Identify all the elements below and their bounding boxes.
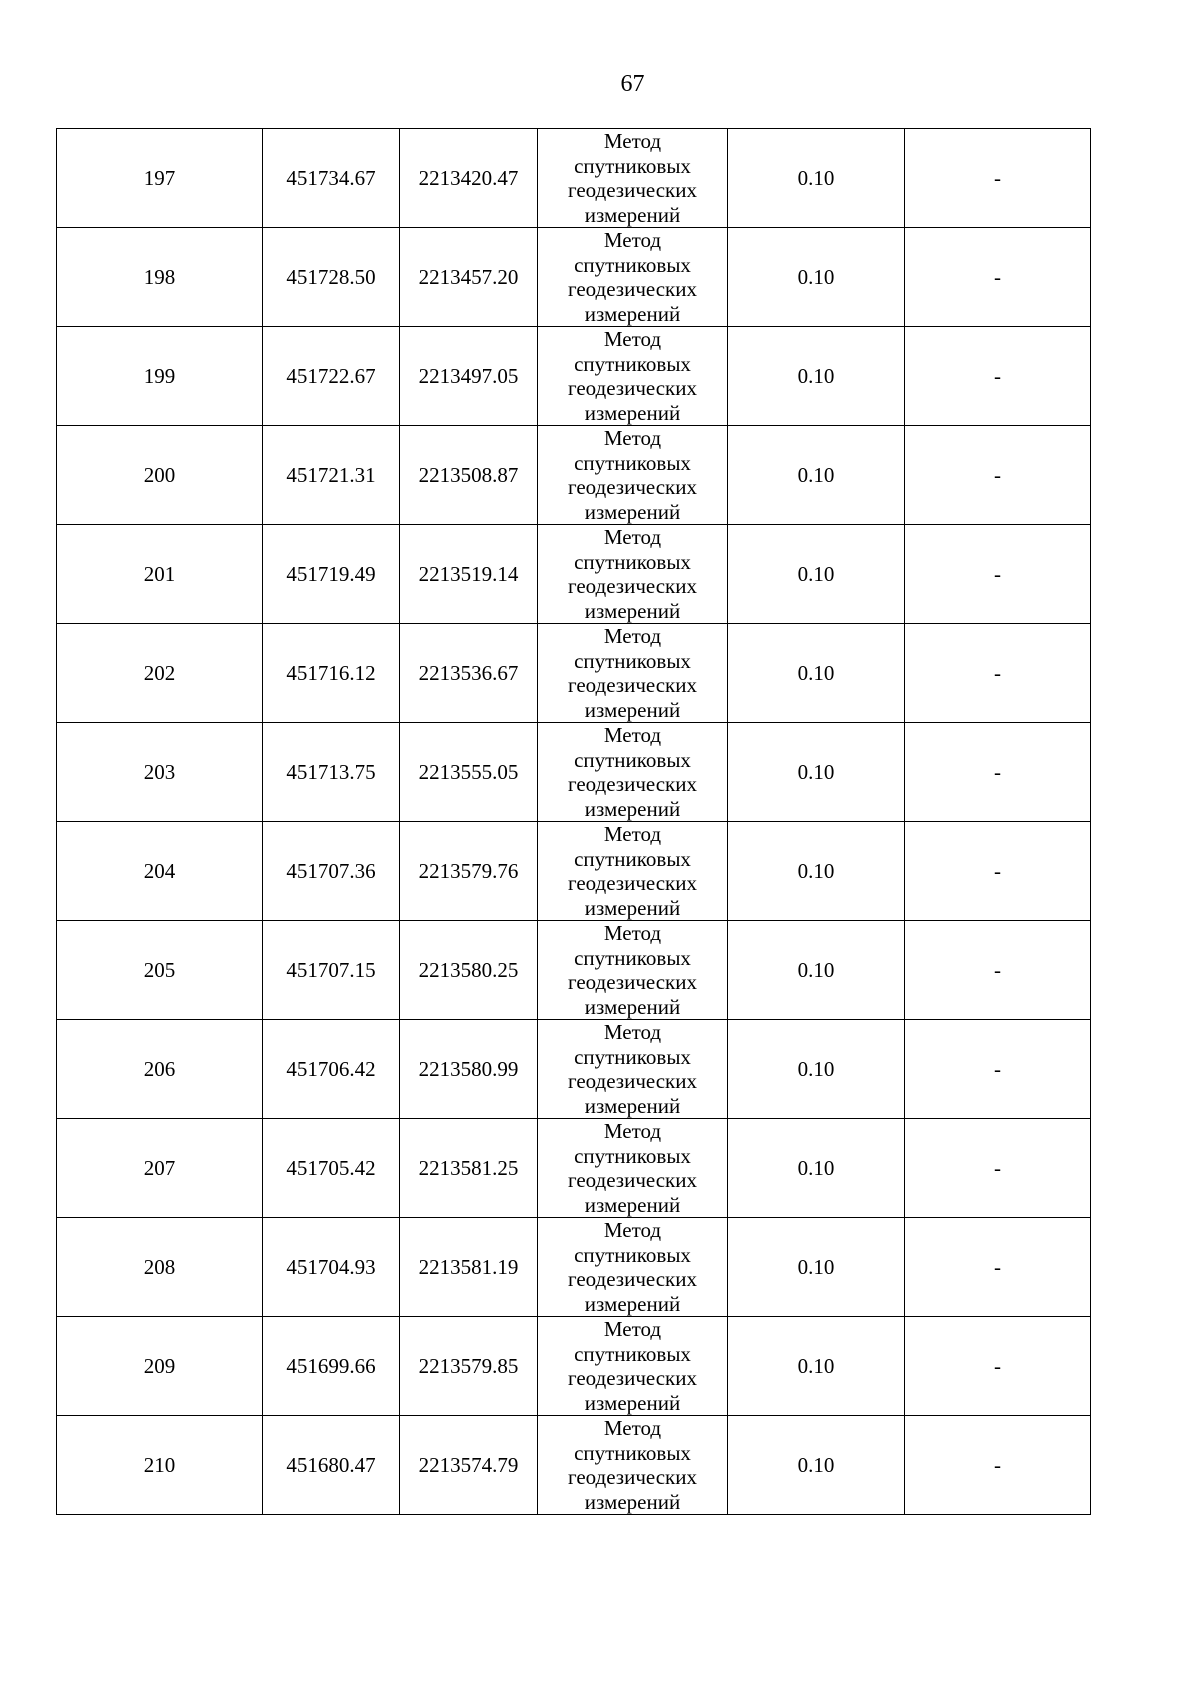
method-cell: [538, 228, 728, 327]
x-coordinate-cell: 451721.31: [263, 426, 400, 525]
accuracy-cell: 0.10: [728, 1119, 905, 1218]
method-cell: [538, 1317, 728, 1416]
y-coordinate-cell: 2213555.05: [400, 723, 538, 822]
accuracy-cell: 0.10: [728, 129, 905, 228]
method-text: Метод спутниковых геодезических измерений: [567, 1119, 697, 1217]
point-number-cell: 205: [57, 921, 263, 1020]
method-cell: [538, 129, 728, 228]
accuracy-cell: 0.10: [728, 822, 905, 921]
x-coordinate-cell: 451716.12: [263, 624, 400, 723]
note-cell: -: [905, 426, 1091, 525]
y-coordinate-cell: 2213574.79: [400, 1416, 538, 1515]
page-number: 67: [620, 71, 645, 97]
y-coordinate-cell: 2213519.14: [400, 525, 538, 624]
x-coordinate-cell: 451706.42: [263, 1020, 400, 1119]
point-number-cell: 199: [57, 327, 263, 426]
method-text: Метод спутниковых геодезических измерений: [567, 129, 697, 227]
coordinates-table: [56, 128, 1091, 1515]
note-cell: -: [905, 525, 1091, 624]
method-cell: [538, 1416, 728, 1515]
accuracy-cell: 0.10: [728, 228, 905, 327]
point-number-cell: 203: [57, 723, 263, 822]
method-text: Метод спутниковых геодезических измерений: [567, 1020, 697, 1118]
method-text: Метод спутниковых геодезических измерений: [567, 723, 697, 821]
method-cell: [538, 921, 728, 1020]
point-number-cell: 200: [57, 426, 263, 525]
note-cell: -: [905, 723, 1091, 822]
method-text: Метод спутниковых геодезических измерений: [567, 525, 697, 623]
y-coordinate-cell: 2213580.99: [400, 1020, 538, 1119]
method-cell: [538, 1218, 728, 1317]
method-cell: [538, 327, 728, 426]
accuracy-cell: 0.10: [728, 426, 905, 525]
note-cell: -: [905, 1119, 1091, 1218]
method-text: Метод спутниковых геодезических измерений: [567, 624, 697, 722]
note-cell: -: [905, 624, 1091, 723]
table-row: [57, 525, 1091, 624]
table-row: [57, 426, 1091, 525]
accuracy-cell: 0.10: [728, 1020, 905, 1119]
accuracy-cell: 0.10: [728, 1416, 905, 1515]
point-number-cell: 210: [57, 1416, 263, 1515]
table-row: [57, 228, 1091, 327]
table-row: [57, 129, 1091, 228]
y-coordinate-cell: 2213581.25: [400, 1119, 538, 1218]
point-number-cell: 197: [57, 129, 263, 228]
x-coordinate-cell: 451713.75: [263, 723, 400, 822]
table-row: [57, 1119, 1091, 1218]
x-coordinate-cell: 451707.36: [263, 822, 400, 921]
table-row: [57, 1020, 1091, 1119]
y-coordinate-cell: 2213536.67: [400, 624, 538, 723]
accuracy-cell: 0.10: [728, 525, 905, 624]
table-row: [57, 1317, 1091, 1416]
accuracy-cell: 0.10: [728, 327, 905, 426]
y-coordinate-cell: 2213580.25: [400, 921, 538, 1020]
x-coordinate-cell: 451699.66: [263, 1317, 400, 1416]
accuracy-cell: 0.10: [728, 624, 905, 723]
method-cell: [538, 1020, 728, 1119]
x-coordinate-cell: 451719.49: [263, 525, 400, 624]
y-coordinate-cell: 2213581.19: [400, 1218, 538, 1317]
x-coordinate-cell: 451704.93: [263, 1218, 400, 1317]
note-cell: -: [905, 1218, 1091, 1317]
accuracy-cell: 0.10: [728, 723, 905, 822]
table-row: [57, 921, 1091, 1020]
method-text: Метод спутниковых геодезических измерений: [567, 426, 697, 524]
note-cell: -: [905, 1020, 1091, 1119]
note-cell: -: [905, 129, 1091, 228]
x-coordinate-cell: 451705.42: [263, 1119, 400, 1218]
x-coordinate-cell: 451734.67: [263, 129, 400, 228]
coordinates-table-body: [57, 129, 1091, 1515]
point-number-cell: 201: [57, 525, 263, 624]
method-cell: [538, 624, 728, 723]
method-cell: [538, 723, 728, 822]
y-coordinate-cell: 2213497.05: [400, 327, 538, 426]
y-coordinate-cell: 2213457.20: [400, 228, 538, 327]
accuracy-cell: 0.10: [728, 1218, 905, 1317]
table-row: [57, 723, 1091, 822]
y-coordinate-cell: 2213579.85: [400, 1317, 538, 1416]
x-coordinate-cell: 451722.67: [263, 327, 400, 426]
note-cell: -: [905, 822, 1091, 921]
point-number-cell: 204: [57, 822, 263, 921]
table-row: [57, 822, 1091, 921]
note-cell: -: [905, 1416, 1091, 1515]
accuracy-cell: 0.10: [728, 1317, 905, 1416]
point-number-cell: 198: [57, 228, 263, 327]
accuracy-cell: 0.10: [728, 921, 905, 1020]
x-coordinate-cell: 451680.47: [263, 1416, 400, 1515]
point-number-cell: 206: [57, 1020, 263, 1119]
method-text: Метод спутниковых геодезических измерений: [567, 1218, 697, 1316]
method-text: Метод спутниковых геодезических измерений: [567, 1317, 697, 1415]
x-coordinate-cell: 451707.15: [263, 921, 400, 1020]
x-coordinate-cell: 451728.50: [263, 228, 400, 327]
table-row: [57, 1416, 1091, 1515]
method-cell: [538, 525, 728, 624]
table-row: [57, 327, 1091, 426]
y-coordinate-cell: 2213508.87: [400, 426, 538, 525]
point-number-cell: 209: [57, 1317, 263, 1416]
point-number-cell: 208: [57, 1218, 263, 1317]
note-cell: -: [905, 921, 1091, 1020]
point-number-cell: 207: [57, 1119, 263, 1218]
method-text: Метод спутниковых геодезических измерений: [567, 1416, 697, 1514]
note-cell: -: [905, 327, 1091, 426]
method-cell: [538, 822, 728, 921]
y-coordinate-cell: 2213420.47: [400, 129, 538, 228]
method-text: Метод спутниковых геодезических измерений: [567, 228, 697, 326]
note-cell: -: [905, 1317, 1091, 1416]
point-number-cell: 202: [57, 624, 263, 723]
table-row: [57, 1218, 1091, 1317]
method-cell: [538, 426, 728, 525]
y-coordinate-cell: 2213579.76: [400, 822, 538, 921]
method-cell: [538, 1119, 728, 1218]
note-cell: -: [905, 228, 1091, 327]
method-text: Метод спутниковых геодезических измерений: [567, 822, 697, 920]
table-row: [57, 624, 1091, 723]
method-text: Метод спутниковых геодезических измерений: [567, 327, 697, 425]
method-text: Метод спутниковых геодезических измерений: [567, 921, 697, 1019]
